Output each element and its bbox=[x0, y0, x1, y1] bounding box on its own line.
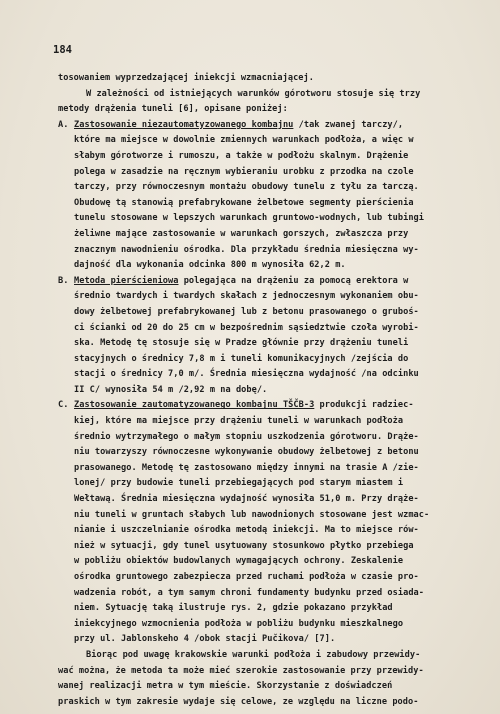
text-span: /tak zwanej tarczy/, bbox=[293, 119, 404, 130]
text-line bbox=[74, 274, 458, 290]
list-marker: C. bbox=[58, 400, 69, 411]
list-item-a bbox=[58, 118, 458, 274]
text-line: metody drążenia tuneli [6], opisane poniżej: bbox=[58, 104, 288, 115]
text-line: przy ul. Jablonskeho 4 /obok stacji Pučikova/ [7]. bbox=[74, 634, 336, 645]
list-marker: A. bbox=[58, 119, 69, 130]
text-line: znacznym nawodnieniu ośrodka. Dla przykładu średnia miesięczna wy- bbox=[74, 244, 419, 255]
text-line: ośrodka gruntowego zabezpiecza przed ruchami podłoża w czasie pro- bbox=[74, 572, 419, 582]
text-span: produkcji radziec- bbox=[314, 400, 414, 411]
text-line: II C/ wynosiła 54 m /2,92 m na dobę/. bbox=[74, 384, 268, 395]
text-line: żeliwne mające zastosowanie w warunkach gorszych, zwłaszcza przy bbox=[74, 228, 409, 239]
text-line: nianie i uszczelnianie ośrodka metodą iniekcji. Ma to miejsce rów- bbox=[74, 525, 419, 536]
text-line: niu towarzyszy równoczesne wykonywanie obudowy żelbetowej z betonu bbox=[74, 447, 419, 458]
text-line: prasowanego. Metodę tę zastosowano między innymi na trasie A /zie- bbox=[74, 462, 419, 473]
text-line: W zależności od istniejących warunków górotworu stosuje się trzy bbox=[86, 88, 421, 99]
text-line: polega w zasadzie na ręcznym wybieraniu urobku z przodka na czole bbox=[74, 166, 414, 177]
list-item-body bbox=[74, 398, 458, 648]
method-title: Metoda pierścieniowa bbox=[74, 275, 179, 286]
text-line: dajność dla wykonania odcinka 800 m wynosiła 62,2 m. bbox=[74, 260, 346, 271]
text-line: dowy żelbetowej prefabrykowanej lub z betonu prasowanego o gruboś- bbox=[74, 306, 419, 317]
text-line: stacji o średnicy 7,0 m/. Średnia miesięczna wydajność /na odcinku bbox=[74, 369, 419, 380]
text-line bbox=[74, 398, 458, 414]
text-line: tarczy, przy równoczesnym montażu obudowy tunelu z tyłu za tarczą. bbox=[74, 182, 419, 193]
text-line: ci ścianki od 20 do 25 cm w bezpośrednim sąsiedztwie czoła wyrobi- bbox=[74, 322, 419, 333]
text-line: Obudowę tą stanowią prefabrykowane żelbetowe segmenty pierścienia bbox=[74, 197, 414, 208]
text-line: niem. Sytuację taką ilustruje rys. 2, gdzie pokazano przykład bbox=[74, 603, 393, 614]
list-item-body bbox=[74, 274, 458, 399]
text-line: ska. Metodę tę stosuje się w Pradze głównie przy drążeniu tuneli bbox=[74, 338, 409, 349]
text-line: słabym górotworze i rumoszu, a także w podłożu skalnym. Drążenie bbox=[74, 150, 409, 161]
text-line: które ma miejsce w dowolnie zmiennych warunkach podłoża, a więc w bbox=[74, 135, 414, 146]
text-line: lonej/ przy budowie tuneli przebiegających pod starym miastem i bbox=[74, 478, 404, 489]
text-line: tosowaniem wyprzedzającej iniekcji wzmacniającej. bbox=[58, 73, 314, 83]
text-line: wać można, że metoda ta może mieć szerokie zastosowanie przy przewidy- bbox=[58, 665, 424, 676]
text-line: średnio twardych i twardych skałach z jednoczesnym wykonaniem obu- bbox=[74, 291, 419, 302]
text-line: wadzenia robót, a tym samym chroni fundamenty budynku przed osiada- bbox=[74, 587, 424, 598]
method-title: Zastosowanie niezautomatyzowanego kombajnu bbox=[74, 119, 294, 130]
text-line bbox=[74, 118, 458, 134]
text-line: stacyjnych o średnicy 7,8 m i tuneli komunikacyjnych /zejścia do bbox=[74, 353, 409, 364]
list-item-c bbox=[58, 398, 458, 648]
text-line: kiej, które ma miejsce przy drążeniu tuneli w warunkach podłoża bbox=[74, 416, 404, 427]
body-text bbox=[58, 71, 458, 710]
text-line: wanej realizacji metra w tym mieście. Skorzystanie z doświadczeń bbox=[58, 681, 393, 692]
text-line: Wełtawą. Średnia miesięczna wydajność wynosiła 51,0 m. Przy drąże- bbox=[74, 494, 419, 505]
list-item-b bbox=[58, 274, 458, 399]
method-title: Zastosowanie zautomatyzowanego kombajnu TŠČB-3 bbox=[74, 400, 315, 411]
text-line: średnio wytrzymałego o małym stopniu uszkodzenia górotworu. Drąże- bbox=[74, 431, 419, 442]
text-line: nież w sytuacji, gdy tunel usytuowany stosunkowo płytko przebiega bbox=[74, 540, 414, 551]
text-span: polegająca na drążeniu za pomocą erektora w bbox=[178, 275, 409, 286]
text-line: Biorąc pod uwagę krakowskie warunki podłoża i zabudowy przewidy- bbox=[86, 649, 421, 660]
list-item-body bbox=[74, 118, 458, 274]
text-line: tunelu stosowane w lepszych warunkach gruntowo-wodnych, lub tubingi bbox=[74, 213, 424, 224]
page-number: 184 bbox=[53, 44, 72, 56]
text-line: niu tuneli w gruntach słabych lub nawodnionych stosowane jest wzmac- bbox=[74, 509, 430, 520]
text-line: w pobliżu obiektów budowlanych wymagających ochrony. Zeskalenie bbox=[74, 556, 404, 567]
list-marker: B. bbox=[58, 275, 69, 286]
text-line: iniekcyjnego wzmocnienia podłoża w pobliżu budynku mieszkalnego bbox=[74, 618, 404, 629]
text-line: praskich w tym zakresie wydaje się celowe, ze względu na liczne podo- bbox=[58, 696, 419, 707]
